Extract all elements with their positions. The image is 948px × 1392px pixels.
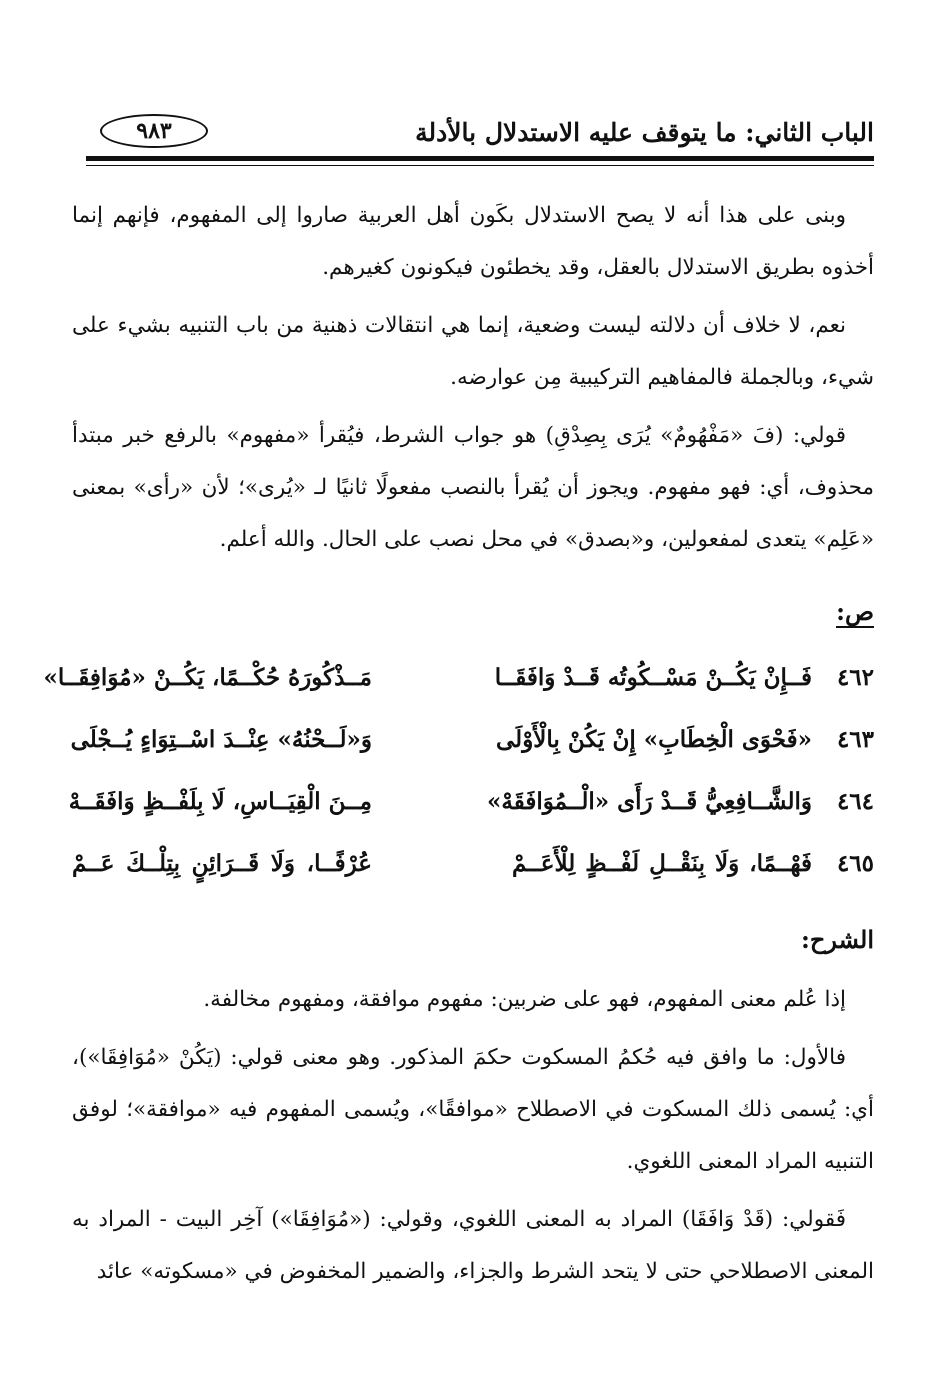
verse-first-hemistich: فَــإِنْ يَكُــنْ مَسْــكُوتُه قَــدْ وَافَقَــا [494, 663, 812, 691]
verse-second-hemistich: مِــنَ الْقِيَــاسِ، لَا بِلَفْــظٍ وَافَقَــهْ [68, 787, 372, 815]
verse-number: ٤٦٣ [836, 725, 874, 753]
header-rule-thin [86, 165, 874, 166]
verses-label-text: ص: [836, 597, 874, 626]
verse-second-hemistich: وَ«لَــحْنُهُ» عِنْــدَ اسْــتِوَاءٍ يُــجْلَى [70, 725, 372, 753]
commentary-label [72, 920, 874, 960]
page-header [72, 112, 874, 156]
verse-line [72, 832, 874, 894]
paragraph: فَقولي: (قَدْ وَافَقَا) المراد به المعنى اللغوي، وقولي: («مُوَافِقَا») آخِر البيت - المراد به المعنى الاصطلاحي حتى لا يتحد الشرط والجزاء، والضمير المخفوض في «مسكوته» عائد [72, 1207, 874, 1284]
commentary-label-text: الشرح: [801, 925, 874, 954]
verse-first-hemistich: فَهْــمًا، وَلَا بِنَقْــلِ لَفْــظٍ لِلْأَعَــمْ [512, 849, 812, 877]
verse-number: ٤٦٢ [836, 663, 874, 691]
verse-first-hemistich: وَالشَّــافِعِيُّ قَــدْ رَأَى «الْــمُوَافَقَهْ» [487, 787, 812, 815]
verses-block [43, 646, 874, 894]
paragraph: إذا عُلم معنى المفهوم، فهو على ضربين: مفهوم موافقة، ومفهوم مخالفة. [203, 987, 846, 1012]
page [43, 0, 874, 1392]
page-content [43, 190, 874, 1304]
verse-second-hemistich: عُرْفًــا، وَلَا قَــرَائِنٍ بِتِلْــكَ عَــمْ [72, 849, 372, 877]
paragraph: نعم، لا خلاف أن دلالته ليست وضعية، إنما هي انتقالات ذهنية من باب التنبيه بشيء على شيء، وبالجملة فالمفاهيم التركيبية مِن عوارضه. [72, 313, 874, 390]
verse-number: ٤٦٤ [836, 787, 874, 815]
verse-first-hemistich: «فَحْوَى الْخِطَابِ» إِنْ يَكُنْ بِالْأَوْلَى [496, 725, 812, 753]
header-rule-thick [86, 156, 874, 161]
paragraph: وبنى على هذا أنه لا يصح الاستدلال بكَون أهل العربية صاروا إلى المفهوم، فإنهم إنما أخذوه بطريق الاستدلال بالعقل، وقد يخطئون فيكونون كغيرهم. [72, 203, 874, 280]
verse-line [43, 646, 874, 708]
paragraph: قولي: (فَ «مَفْهُومٌ» يُرَى بِصِدْقِ) هو جواب الشرط، فيُقرأ «مفهوم» بالرفع خبر مبتدأ محذوف، أي: فهو مفهوم. ويجوز أن يُقرأ بالنصب مفعولًا ثانيًا لـ «يُرى»؛ لأن «رأى» بمعنى «عَلِم» يتعدى لمفعولين، و«بصدق» في محل نصب على الحال. والله أعلم. [72, 423, 874, 552]
verse-line [72, 708, 874, 770]
verse-line [68, 770, 874, 832]
verse-number: ٤٦٥ [836, 849, 874, 877]
chapter-title: الباب الثاني: ما يتوقف عليه الاستدلال بالأدلة [415, 118, 874, 147]
verses-label [72, 592, 874, 632]
verse-second-hemistich: مَــذْكُورَهُ حُكْــمًا، يَكُــنْ «مُوَافِقَــا» [43, 663, 372, 691]
paragraph: فالأول: ما وافق فيه حُكمُ المسكوت حكمَ المذكور. وهو معنى قولي: (يَكُنْ «مُوَافِقَا»)، أي: يُسمى ذلك المسكوت في الاصطلاح «موافقًا»، ويُسمى المفهوم فيه «موافقة»؛ لوفق التنبيه المراد المعنى اللغوي. [72, 1045, 874, 1174]
page-number: ٩٨٣ [100, 114, 208, 148]
